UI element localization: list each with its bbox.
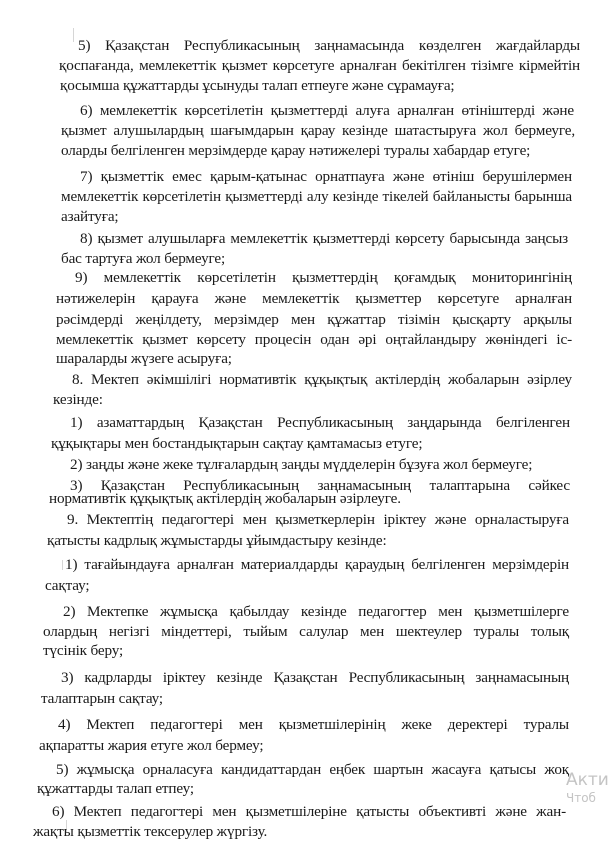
text-line: қосымша құжаттарды ұсынуды талап етпеуге және сұрамауға; <box>60 77 455 94</box>
text-line: 1) азаматтардың Қазақстан Республикасының заңдарында белгіленген <box>70 414 570 431</box>
text-line: 7) қызметтік емес қарым-қатынас орнатпауға және өтініш берушілермен <box>80 168 572 185</box>
text-line: нормативтік құқықтық актілердің жобаларын әзірлеуге. <box>49 490 401 507</box>
text-line: азайтуға; <box>61 208 119 225</box>
text-line: 2) заңды және жеке тұлғалардың заңды мүдделерін бұзуға жол бермеуге; <box>70 456 533 473</box>
text-line: нәтижелерін қарауға және мемлекеттік қызметтер көрсетуге арналған <box>56 290 572 307</box>
text-line: олардың негізгі міндеттері, тыйым салулар мен шектеулер туралы толық <box>43 623 569 640</box>
text-line: шараларды жүзеге асыруға; <box>56 350 232 367</box>
scan-artifact <box>62 560 63 570</box>
section-heading: 9. Мектептің педагогтері мен қызметкерлерін іріктеу және орналастыруға <box>67 511 569 528</box>
text-line: мемлекеттік қызмет көрсету процесін одан әрі оңтайландыру жөніндегі іс- <box>56 331 572 348</box>
text-line: 9) мемлекеттік көрсетілетін қызметтердің қоғамдық мониторингінің <box>75 269 572 286</box>
text-line: 4) Мектеп педагогтері мен қызметшілерінің жеке деректері туралы <box>58 716 569 733</box>
text-line: түсінік беру; <box>43 642 124 659</box>
text-line: жақты қызметтік тексерулер жүргізу. <box>33 823 268 840</box>
text-line: ақпаратты жария етуге жол бермеу; <box>39 737 264 754</box>
text-line: құқықтары мен бостандықтарын сақтау қамтамасыз етуге; <box>51 435 423 452</box>
text-line: 3) Қазақстан Республикасының заңнамасының талаптарына сәйкес <box>70 477 570 494</box>
text-line: талаптарын сақтау; <box>41 690 163 707</box>
text-line: оларды белгіленген мерзімдерде қарау нәтижелері туралы хабардар етуге; <box>61 142 531 159</box>
text-line: 6) мемлекеттік көрсетілетін қызметтерді алуға арналған өтініштерді және <box>80 102 574 119</box>
section-heading: 8. Мектеп әкімшілігі нормативтік құқықтық актілердің жобаларын әзірлеу <box>72 371 572 388</box>
text-line: 3) кадрларды іріктеу кезінде Қазақстан Республикасының заңнамасының <box>61 669 569 686</box>
text-line: қоспағанда, мемлекеттік қызмет көрсетуге арналған бекітілген тізімге кірмейтін <box>59 57 580 74</box>
activation-watermark-title: Акти <box>566 770 609 790</box>
text-line: 5) Қазақстан Республикасының заңнамасында көзделген жағдайларды <box>78 37 580 54</box>
text-line: 2) Мектепке жұмысқа қабылдау кезінде педагогтер мен қызметшілерге <box>63 603 569 620</box>
text-line: рәсімдерді жеңілдету, мерзімдер мен құжаттар тізімін қысқарту арқылы <box>56 311 572 328</box>
text-line: сақтау; <box>45 577 90 594</box>
scan-artifact <box>73 28 74 42</box>
text-line: 5) жұмысқа орналасуға кандидаттардан еңбек шартын жасауға қатысы жоқ <box>56 761 569 778</box>
section-heading: қатысты кадрлық жұмыстарды ұйымдастыру кезінде: <box>47 532 387 549</box>
text-line: құжаттарды талап етпеу; <box>37 780 194 797</box>
text-line: 6) Мектеп педагогтері мен қызметшілеріне қатысты объективті және жан- <box>52 803 566 820</box>
text-line: бас тартуға жол бермеуге; <box>61 250 226 267</box>
text-line: 8) қызмет алушыларға мемлекеттік қызметтерді көрсету барысында заңсыз <box>80 230 568 247</box>
text-line: 1) тағайындауға арналған материалдарды қараудың белгіленген мерзімдерін <box>65 556 569 573</box>
text-line: қызмет алушылардың шағымдарын қарау кезінде шатастыруға жол бермеуге, <box>61 122 575 139</box>
section-heading: кезінде: <box>53 391 103 408</box>
activation-watermark-subtitle: Чтоб <box>566 791 596 805</box>
text-line: мемлекеттік көрсетілетін қызметтерді алу кезінде тікелей байланысты барынша <box>61 188 572 205</box>
